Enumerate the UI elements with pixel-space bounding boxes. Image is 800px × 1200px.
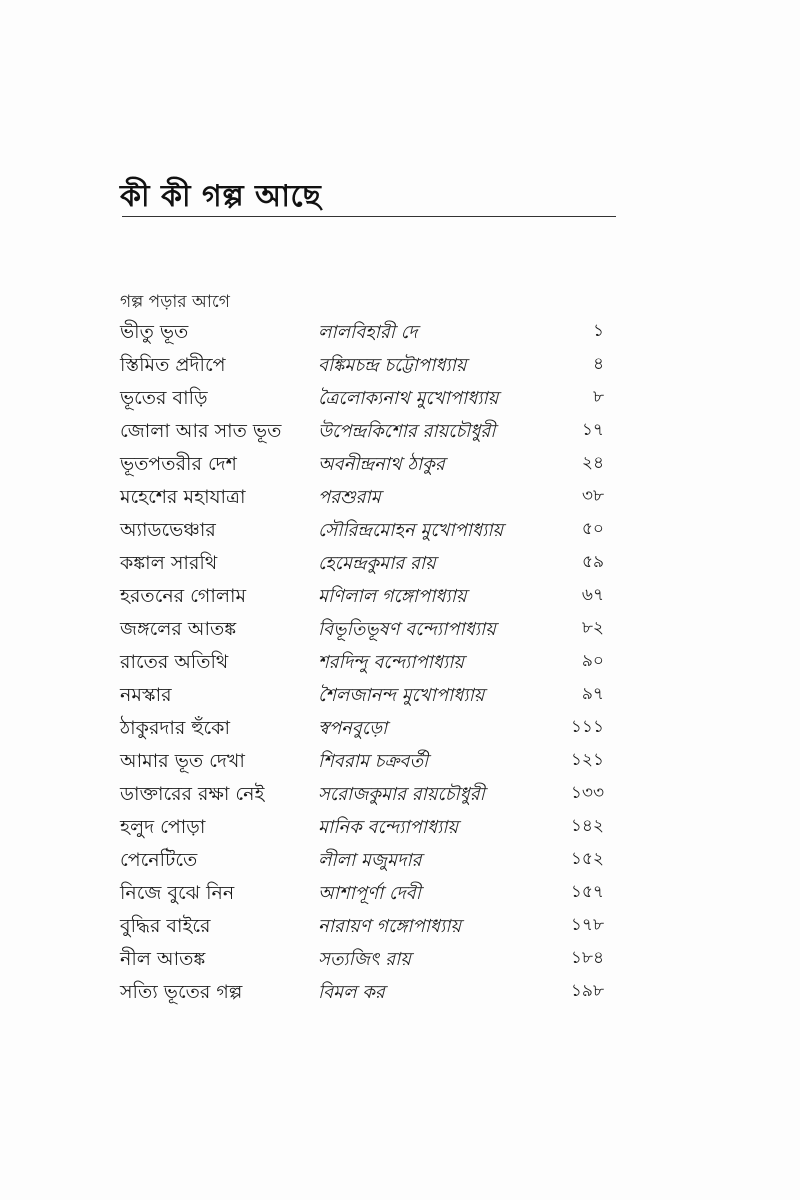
story-author: নারায়ণ গঙ্গোপাধ্যায় xyxy=(318,916,462,937)
toc-row xyxy=(0,809,800,842)
story-title: ঠাকুরদার হুঁকো xyxy=(120,717,230,739)
story-author: উপেন্দ্রকিশোর রায়চৌধুরী xyxy=(318,421,496,442)
title-underline xyxy=(122,216,616,217)
page-number: ৩৮ xyxy=(581,486,604,506)
page-number: ১৮৪ xyxy=(570,948,604,968)
toc-row xyxy=(0,413,800,446)
story-title: আমার ভূত দেখা xyxy=(120,750,245,772)
toc-row xyxy=(0,479,800,512)
toc-row xyxy=(0,380,800,413)
page-title: কী কী গল্প আছে xyxy=(120,179,322,214)
story-title: কঙ্কাল সারথি xyxy=(120,552,218,574)
page-number: ১৫২ xyxy=(570,849,604,869)
story-title: নিজে বুঝে নিন xyxy=(120,882,235,904)
page-number: ১ xyxy=(592,321,604,341)
story-title: রাতের অতিথি xyxy=(120,651,229,673)
story-author: লালবিহারী দে xyxy=(318,322,418,343)
toc-row xyxy=(0,545,800,578)
story-title: ভীতু ভূত xyxy=(120,321,189,343)
toc-row xyxy=(0,776,800,809)
story-title: ভূতের বাড়ি xyxy=(120,387,208,409)
page-number: ১৪২ xyxy=(570,816,604,836)
story-title: ডাক্তারের রক্ষা নেই xyxy=(120,783,265,805)
story-title: নীল আতঙ্ক xyxy=(120,948,206,970)
story-author: সরোজকুমার রায়চৌধুরী xyxy=(318,784,485,805)
story-author: হেমেন্দ্রকুমার রায় xyxy=(318,553,436,574)
story-title: জঙ্গলের আতঙ্ক xyxy=(120,618,237,640)
toc-row xyxy=(0,611,800,644)
story-title: পেনেটিতে xyxy=(120,849,198,871)
toc-row xyxy=(0,314,800,347)
story-author: মণিলাল গঙ্গোপাধ্যায় xyxy=(318,586,467,607)
toc-row xyxy=(0,941,800,974)
story-title: জোলা আর সাত ভূত xyxy=(120,420,282,442)
story-author: মানিক বন্দ্যোপাধ্যায় xyxy=(318,817,459,838)
toc-row xyxy=(0,446,800,479)
story-author: ত্রৈলোক্যনাথ মুখোপাধ্যায় xyxy=(318,388,499,409)
story-author: সৌরিন্দ্রমোহন মুখোপাধ্যায় xyxy=(318,520,504,541)
preface-entry: গল্প পড়ার আগে xyxy=(120,292,230,312)
story-author: শরদিন্দু বন্দ্যোপাধ্যায় xyxy=(318,652,465,673)
toc-row xyxy=(0,743,800,776)
story-author: বঙ্কিমচন্দ্র চট্টোপাধ্যায় xyxy=(318,355,467,376)
toc-row xyxy=(0,710,800,743)
page-number: ১২১ xyxy=(570,750,604,770)
story-title: মহেশের মহাযাত্রা xyxy=(120,486,246,508)
story-author: বিমল কর xyxy=(318,982,385,1003)
page-number: ৪ xyxy=(592,354,604,374)
toc-row xyxy=(0,875,800,908)
story-title: হলুদ পোড়া xyxy=(120,816,206,838)
story-title: ভূতপতরীর দেশ xyxy=(120,453,237,475)
page-number: ৮ xyxy=(592,387,604,407)
story-title: নমস্কার xyxy=(120,684,172,706)
story-title: সত্যি ভূতের গল্প xyxy=(120,981,243,1003)
page-number: ১৭ xyxy=(581,420,604,440)
page-number: ৫৯ xyxy=(581,552,604,572)
story-author: পরশুরাম xyxy=(318,487,381,508)
story-author: শৈলজানন্দ মুখোপাধ্যায় xyxy=(318,685,485,706)
table-of-contents xyxy=(0,314,800,1007)
page-number: ৮২ xyxy=(581,618,604,638)
page-number: ২৪ xyxy=(581,453,604,473)
toc-row xyxy=(0,512,800,545)
toc-row xyxy=(0,974,800,1007)
page-number: ১৭৮ xyxy=(570,915,604,935)
story-author: অবনীন্দ্রনাথ ঠাকুর xyxy=(318,454,445,475)
toc-row xyxy=(0,908,800,941)
story-author: আশাপূর্ণা দেবী xyxy=(318,883,421,904)
toc-row xyxy=(0,842,800,875)
page-number: ৫০ xyxy=(581,519,604,539)
page-number: ৯৭ xyxy=(581,684,604,704)
story-author: সত্যজিৎ রায় xyxy=(318,949,411,970)
story-title: বুদ্ধির বাইরে xyxy=(120,915,211,937)
story-title: হরতনের গোলাম xyxy=(120,585,247,607)
page-number: ১১১ xyxy=(570,717,604,737)
story-author: স্বপনবুড়ো xyxy=(318,718,388,739)
page-number: ১৩৩ xyxy=(570,783,604,803)
story-author: লীলা মজুমদার xyxy=(318,850,422,871)
page-number: ১৫৭ xyxy=(570,882,604,902)
toc-row xyxy=(0,347,800,380)
toc-row xyxy=(0,677,800,710)
story-title: অ্যাডভেঞ্চার xyxy=(120,519,216,541)
toc-row xyxy=(0,578,800,611)
story-author: শিবরাম চক্রবর্তী xyxy=(318,751,429,772)
page-number: ৬৭ xyxy=(581,585,604,605)
story-author: বিভূতিভূষণ বন্দ্যোপাধ্যায় xyxy=(318,619,496,640)
toc-row xyxy=(0,644,800,677)
page-number: ১৯৮ xyxy=(570,981,604,1001)
page-number: ৯০ xyxy=(581,651,604,671)
story-title: স্তিমিত প্রদীপে xyxy=(120,354,226,376)
